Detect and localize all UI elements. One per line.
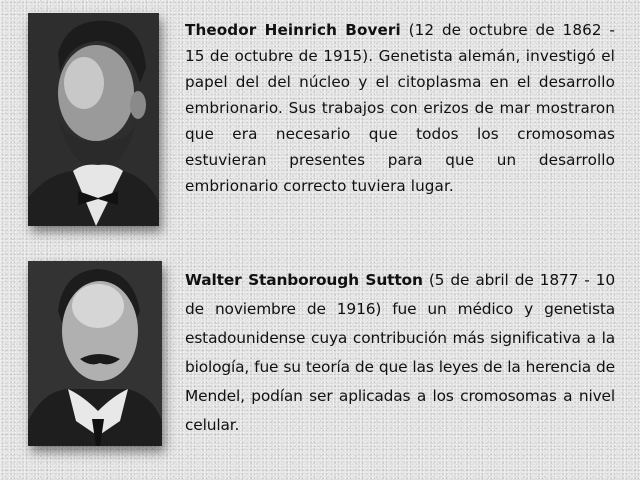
portrait-image-icon [28, 13, 159, 226]
portrait-image-icon [28, 261, 162, 446]
sutton-name: Walter Stanborough Sutton [185, 271, 423, 289]
sutton-portrait-photo [28, 261, 162, 446]
boveri-name: Theodor Heinrich Boveri [185, 21, 401, 39]
boveri-biography [185, 17, 615, 199]
boveri-description: (12 de octubre de 1862 - 15 de octubre de 1915). Genetista alemán, investigó el papel del del núcleo y el citoplasma en el desarrollo embrionario. Sus trabajos con erizos de mar mostraron que era necesario que todos los cromosomas estuvieran presentes para que un desarrollo embrionario correcto tuviera lugar. [185, 21, 615, 195]
sutton-biography [185, 266, 615, 440]
sutton-description: (5 de abril de 1877 - 10 de noviembre de 1916) fue un médico y genetista estadounidense cuya contribución más significativa a la biología, fue su teoría de que las leyes de la herencia de Mendel, podían ser aplicadas a los cromosomas a nivel celular. [185, 271, 616, 434]
boveri-portrait-photo [28, 13, 159, 226]
